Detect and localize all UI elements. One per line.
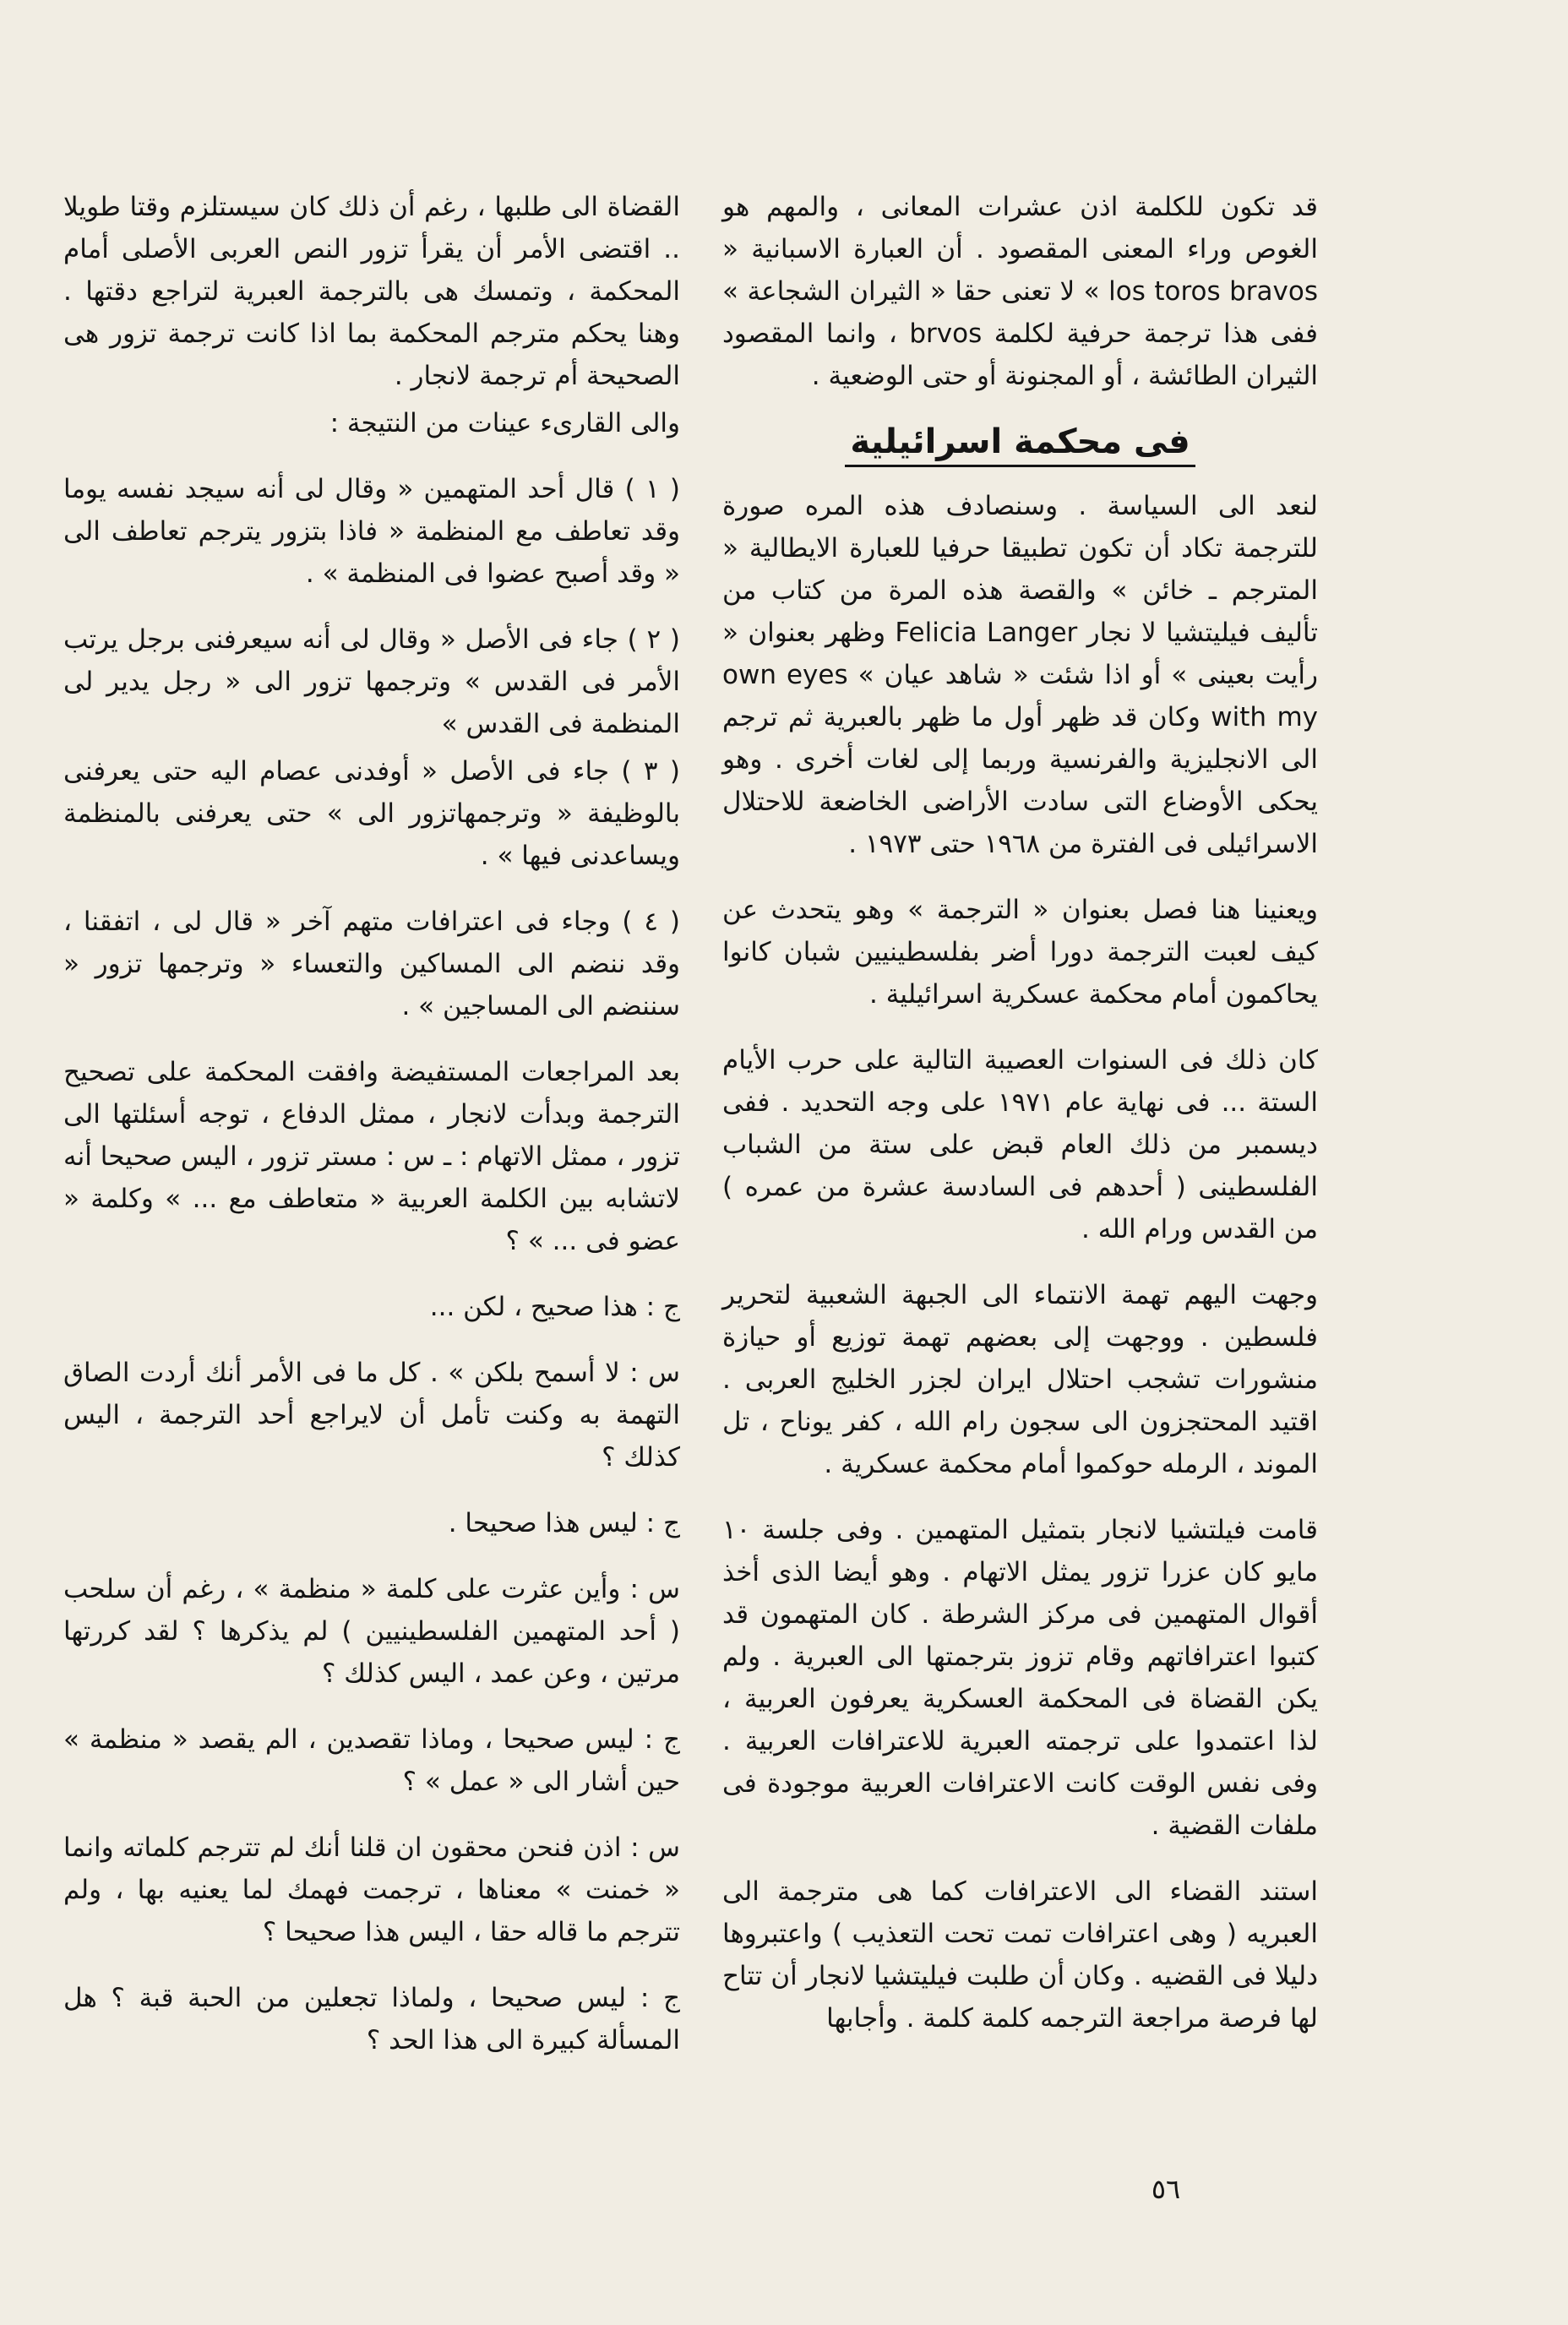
left-column <box>63 186 680 2085</box>
section-heading <box>722 421 1318 463</box>
paragraph: استند القضاء الى الاعترافات كما هى مترجمة الى العبريه ( وهى اعترافات تمت تحت التعذيب ) واعتبروها دليلا فى القضيه . وكان أن طلبت فيليتشيا لانجار أن تتاح لها فرصة مراجعة الترجمه كلمة كلمة . وأجابها <box>722 1876 1318 2034</box>
section-heading-text: فى محكمة اسرائيلية <box>845 422 1195 467</box>
paragraph: القضاة الى طلبها ، رغم أن ذلك كان سيستلزم وقتا طويلا .. اقتضى الأمر أن يقرأ تزور النص العربى الأصلى أمام المحكمة ، وتمسك هى بالترجمة العبرية لتراجع دقتها . وهنا يحكم مترجم المحكمة بما اذا كانت ترجمة تزور هى الصحيحة أم ترجمة لانجار . <box>63 192 680 391</box>
right-column <box>722 186 1318 2063</box>
paragraph: لنعد الى السياسة . وسنصادف هذه المره صورة للترجمة تكاد أن تكون تطبيقا حرفيا للعبارة الايطالية « المترجم ـ خائن » والقصة هذه المرة من كتاب من تأليف فيليتشيا لا نجار Felicia Langer وظهر بعنوان « رأيت بعينى » أو اذا شئت « شاهد عيان » own eyes with my وكان قد ظهر أول ما ظهر بالعبرية ثم ترجم الى الانجليزية والفرنسية وربما إلى لغات أخرى . وهو يحكى الأوضاع التى سادت الأراضى الخاضعة للاحتلال الاسرائيلى فى الفترة من ١٩٦٨ حتى ١٩٧٣ . <box>722 491 1318 859</box>
paragraph: كان ذلك فى السنوات العصيبة التالية على حرب الأيام الستة ... فى نهاية عام ١٩٧١ على وجه التحديد . ففى ديسمبر من ذلك العام قبض على ستة من الشباب الفلسطينى ( أحدهم فى السادسة عشرة من عمره ) من القدس ورام الله . <box>722 1045 1318 1244</box>
sample-item: ( ١ ) قال أحد المتهمين « وقال لى أنه سيجد نفسه يوما وقد تعاطف مع المنظمة « فاذا بتزور يترجم تعاطف الى « وقد أصبح عضوا فى المنظمة » . <box>63 474 680 589</box>
paragraph: وجهت اليهم تهمة الانتماء الى الجبهة الشعبية لتحرير فلسطين . ووجهت إلى بعضهم تهمة توزيع أو حيازة منشورات تشجب احتلال ايران لجزر الخليج العربى . اقتيد المحتجزون الى سجون رام الله ، كفر يوناح ، تل الموند ، الرمله حوكموا أمام محكمة عسكرية . <box>722 1280 1318 1479</box>
intro-paragraph: قد تكون للكلمة اذن عشرات المعانى ، والمهم هو الغوص وراء المعنى المقصود . أن العبارة الاسبانية « los toros bravos » لا تعنى حقا « الثيران الشجاعة » ففى هذا ترجمة حرفية لكلمة brvos ، وانما المقصود الثيران الطائشة ، أو المجنونة أو حتى الوضعية . <box>722 192 1319 391</box>
paragraph: بعد المراجعات المستفيضة وافقت المحكمة على تصحيح الترجمة وبدأت لانجار ، ممثل الدفاع ، توجه أسئلتها الى تزور ، ممثل الاتهام : ـ س : مستر تزور ، اليس صحيحا أنه لاتشابه بين الكلمة العربية « متعاطف مع ... » وكلمة « عضو فى ... » ؟ <box>63 1057 680 1256</box>
question: س : اذن فنحن محقون ان قلنا أنك لم تترجم كلماته وانما « خمنت » معناها ، ترجمت فهمك لما يعنيه بها ، ولم تترجم ما قاله حقا ، اليس هذا صحيحا ؟ <box>63 1832 680 1947</box>
answer: ج : ليس هذا صحيحا . <box>448 1508 680 1538</box>
paragraph: والى القارىء عينات من النتيجة : <box>329 408 680 438</box>
sample-item: ( ٤ ) وجاء فى اعترافات متهم آخر « قال لى ، اتفقنا ، وقد ننضم الى المساكين والتعساء « وترجمها تزور « سننضم الى المساجين » . <box>63 907 680 1021</box>
question: س : وأين عثرت على كلمة « منظمة » ، رغم أن سلحب ( أحد المتهمين الفلسطينيين ) لم يذكرها ؟ لقد كررتها مرتين ، وعن عمد ، اليس كذلك ؟ <box>63 1574 680 1689</box>
paragraph: ويعنينا هنا فصل بعنوان « الترجمة » وهو يتحدث عن كيف لعبت الترجمة دورا أضر بفلسطينيين شبان كانوا يحاكمون أمام محكمة عسكرية اسرائيلية . <box>722 895 1318 1010</box>
answer: ج : ليس صحيحا ، وماذا تقصدين ، الم يقصد « منظمة » حين أشار الى « عمل » ؟ <box>63 1724 680 1797</box>
answer: ج : هذا صحيح ، لكن ... <box>429 1292 680 1322</box>
answer: ج : ليس صحيحا ، ولماذا تجعلين من الحبة قبة ؟ هل المسألة كبيرة الى هذا الحد ؟ <box>63 1983 680 2055</box>
question: س : لا أسمح بلكن » . كل ما فى الأمر أنك أردت الصاق التهمة به وكنت تأمل أن لايراجع أحد الترجمة ، اليس كذلك ؟ <box>63 1358 680 1473</box>
paragraph: قامت فيلتشيا لانجار بتمثيل المتهمين . وفى جلسة ١٠ مايو كان عزرا تزور يمثل الاتهام . وهو أيضا الذى أخذ أقوال المتهمين فى مركز الشرطة . كان المتهمون قد كتبوا اعترافاتهم وقام تزوز بترجمتها الى العبرية . ولم يكن القضاة فى المحكمة العسكرية يعرفون العربية ، لذا اعتمدوا على ترجمته العبرية للاعترافات العربية . وفى نفس الوقت كانت الاعترافات العربية موجودة فى ملفات القضية . <box>722 1515 1318 1841</box>
page-number: ٥٦ <box>1151 2173 1181 2205</box>
sample-item: ( ٣ ) جاء فى الأصل « أوفدنى عصام اليه حتى يعرفنى بالوظيفة « وترجمهاتزور الى » حتى يعرفنى بالمنظمة ويساعدنى فيها » . <box>63 756 680 871</box>
sample-item: ( ٢ ) جاء فى الأصل « وقال لى أنه سيعرفنى برجل يرتب الأمر فى القدس » وترجمها تزور الى « رجل يدير لى المنظمة فى القدس » <box>63 624 680 739</box>
